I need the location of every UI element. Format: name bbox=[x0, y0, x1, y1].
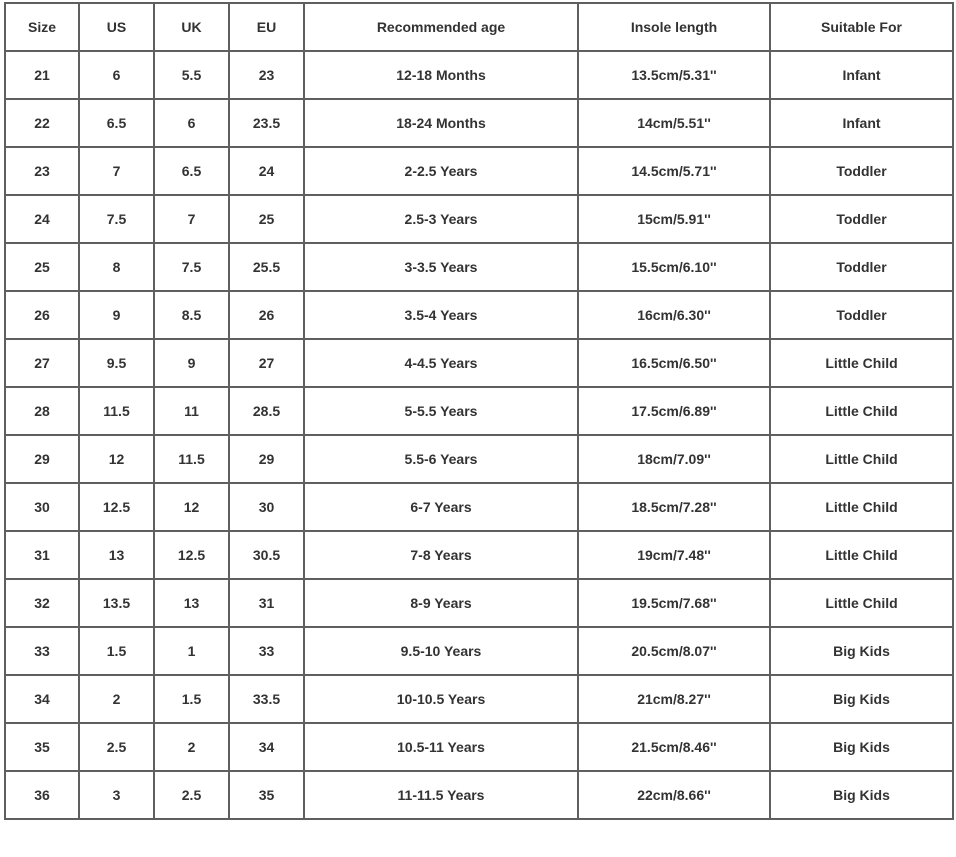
table-row bbox=[5, 483, 953, 531]
cell-size: 29 bbox=[5, 435, 79, 483]
cell-size: 26 bbox=[5, 291, 79, 339]
cell-recommended-age: 8-9 Years bbox=[304, 579, 578, 627]
cell-us: 7.5 bbox=[79, 195, 154, 243]
cell-recommended-age: 4-4.5 Years bbox=[304, 339, 578, 387]
cell-suitable-for: Infant bbox=[770, 51, 953, 99]
cell-uk: 1.5 bbox=[154, 675, 229, 723]
cell-size: 32 bbox=[5, 579, 79, 627]
cell-recommended-age: 5.5-6 Years bbox=[304, 435, 578, 483]
header-eu: EU bbox=[229, 3, 304, 51]
cell-eu: 25 bbox=[229, 195, 304, 243]
cell-eu: 30 bbox=[229, 483, 304, 531]
cell-size: 22 bbox=[5, 99, 79, 147]
header-row bbox=[5, 3, 953, 51]
cell-eu: 25.5 bbox=[229, 243, 304, 291]
table-header bbox=[5, 3, 953, 51]
cell-suitable-for: Little Child bbox=[770, 387, 953, 435]
cell-insole-length: 19.5cm/7.68'' bbox=[578, 579, 770, 627]
header-size: Size bbox=[5, 3, 79, 51]
cell-us: 12.5 bbox=[79, 483, 154, 531]
cell-suitable-for: Big Kids bbox=[770, 675, 953, 723]
cell-insole-length: 14cm/5.51'' bbox=[578, 99, 770, 147]
cell-us: 7 bbox=[79, 147, 154, 195]
size-chart-table bbox=[4, 2, 954, 820]
cell-suitable-for: Big Kids bbox=[770, 771, 953, 819]
cell-us: 13.5 bbox=[79, 579, 154, 627]
table-row bbox=[5, 675, 953, 723]
cell-uk: 12 bbox=[154, 483, 229, 531]
cell-suitable-for: Toddler bbox=[770, 147, 953, 195]
cell-size: 24 bbox=[5, 195, 79, 243]
cell-insole-length: 15.5cm/6.10'' bbox=[578, 243, 770, 291]
cell-suitable-for: Big Kids bbox=[770, 723, 953, 771]
cell-size: 35 bbox=[5, 723, 79, 771]
cell-size: 23 bbox=[5, 147, 79, 195]
cell-recommended-age: 9.5-10 Years bbox=[304, 627, 578, 675]
table-row bbox=[5, 387, 953, 435]
table-row bbox=[5, 51, 953, 99]
table-row bbox=[5, 147, 953, 195]
cell-uk: 11 bbox=[154, 387, 229, 435]
cell-eu: 29 bbox=[229, 435, 304, 483]
table-row bbox=[5, 291, 953, 339]
table-row bbox=[5, 531, 953, 579]
table-row bbox=[5, 579, 953, 627]
cell-insole-length: 16cm/6.30'' bbox=[578, 291, 770, 339]
cell-us: 1.5 bbox=[79, 627, 154, 675]
cell-us: 9.5 bbox=[79, 339, 154, 387]
cell-eu: 35 bbox=[229, 771, 304, 819]
cell-uk: 2 bbox=[154, 723, 229, 771]
cell-uk: 11.5 bbox=[154, 435, 229, 483]
header-insole-length: Insole length bbox=[578, 3, 770, 51]
table-row bbox=[5, 99, 953, 147]
cell-recommended-age: 18-24 Months bbox=[304, 99, 578, 147]
cell-size: 27 bbox=[5, 339, 79, 387]
cell-insole-length: 21cm/8.27'' bbox=[578, 675, 770, 723]
cell-uk: 7 bbox=[154, 195, 229, 243]
cell-us: 11.5 bbox=[79, 387, 154, 435]
cell-suitable-for: Toddler bbox=[770, 195, 953, 243]
cell-insole-length: 21.5cm/8.46'' bbox=[578, 723, 770, 771]
cell-eu: 26 bbox=[229, 291, 304, 339]
cell-us: 9 bbox=[79, 291, 154, 339]
table-row bbox=[5, 339, 953, 387]
cell-eu: 24 bbox=[229, 147, 304, 195]
table-row bbox=[5, 771, 953, 819]
cell-recommended-age: 10-10.5 Years bbox=[304, 675, 578, 723]
header-uk: UK bbox=[154, 3, 229, 51]
cell-eu: 23 bbox=[229, 51, 304, 99]
table-body bbox=[5, 51, 953, 819]
cell-suitable-for: Little Child bbox=[770, 435, 953, 483]
table-row bbox=[5, 627, 953, 675]
cell-eu: 28.5 bbox=[229, 387, 304, 435]
cell-recommended-age: 3-3.5 Years bbox=[304, 243, 578, 291]
cell-us: 13 bbox=[79, 531, 154, 579]
cell-recommended-age: 7-8 Years bbox=[304, 531, 578, 579]
cell-insole-length: 15cm/5.91'' bbox=[578, 195, 770, 243]
cell-eu: 33 bbox=[229, 627, 304, 675]
cell-uk: 6 bbox=[154, 99, 229, 147]
cell-size: 31 bbox=[5, 531, 79, 579]
cell-suitable-for: Little Child bbox=[770, 483, 953, 531]
cell-insole-length: 22cm/8.66'' bbox=[578, 771, 770, 819]
cell-suitable-for: Infant bbox=[770, 99, 953, 147]
cell-us: 2 bbox=[79, 675, 154, 723]
cell-suitable-for: Toddler bbox=[770, 243, 953, 291]
cell-insole-length: 13.5cm/5.31'' bbox=[578, 51, 770, 99]
cell-recommended-age: 6-7 Years bbox=[304, 483, 578, 531]
header-us: US bbox=[79, 3, 154, 51]
cell-eu: 27 bbox=[229, 339, 304, 387]
cell-insole-length: 17.5cm/6.89'' bbox=[578, 387, 770, 435]
table-row bbox=[5, 723, 953, 771]
cell-uk: 12.5 bbox=[154, 531, 229, 579]
header-suitable-for: Suitable For bbox=[770, 3, 953, 51]
cell-insole-length: 14.5cm/5.71'' bbox=[578, 147, 770, 195]
cell-size: 28 bbox=[5, 387, 79, 435]
cell-recommended-age: 5-5.5 Years bbox=[304, 387, 578, 435]
cell-uk: 5.5 bbox=[154, 51, 229, 99]
cell-us: 3 bbox=[79, 771, 154, 819]
cell-eu: 31 bbox=[229, 579, 304, 627]
cell-recommended-age: 10.5-11 Years bbox=[304, 723, 578, 771]
cell-recommended-age: 3.5-4 Years bbox=[304, 291, 578, 339]
cell-eu: 33.5 bbox=[229, 675, 304, 723]
cell-uk: 13 bbox=[154, 579, 229, 627]
cell-size: 21 bbox=[5, 51, 79, 99]
header-recommended-age: Recommended age bbox=[304, 3, 578, 51]
cell-insole-length: 20.5cm/8.07'' bbox=[578, 627, 770, 675]
cell-us: 2.5 bbox=[79, 723, 154, 771]
cell-size: 36 bbox=[5, 771, 79, 819]
cell-size: 30 bbox=[5, 483, 79, 531]
cell-recommended-age: 2-2.5 Years bbox=[304, 147, 578, 195]
cell-suitable-for: Little Child bbox=[770, 579, 953, 627]
cell-recommended-age: 2.5-3 Years bbox=[304, 195, 578, 243]
cell-uk: 9 bbox=[154, 339, 229, 387]
cell-uk: 1 bbox=[154, 627, 229, 675]
cell-suitable-for: Toddler bbox=[770, 291, 953, 339]
cell-suitable-for: Little Child bbox=[770, 339, 953, 387]
size-chart-container bbox=[4, 2, 954, 820]
cell-uk: 6.5 bbox=[154, 147, 229, 195]
cell-eu: 30.5 bbox=[229, 531, 304, 579]
table-row bbox=[5, 435, 953, 483]
cell-size: 33 bbox=[5, 627, 79, 675]
cell-uk: 2.5 bbox=[154, 771, 229, 819]
cell-us: 8 bbox=[79, 243, 154, 291]
cell-us: 6 bbox=[79, 51, 154, 99]
cell-recommended-age: 11-11.5 Years bbox=[304, 771, 578, 819]
cell-suitable-for: Little Child bbox=[770, 531, 953, 579]
cell-us: 12 bbox=[79, 435, 154, 483]
cell-uk: 8.5 bbox=[154, 291, 229, 339]
cell-size: 25 bbox=[5, 243, 79, 291]
cell-insole-length: 19cm/7.48'' bbox=[578, 531, 770, 579]
cell-recommended-age: 12-18 Months bbox=[304, 51, 578, 99]
cell-size: 34 bbox=[5, 675, 79, 723]
cell-eu: 23.5 bbox=[229, 99, 304, 147]
cell-us: 6.5 bbox=[79, 99, 154, 147]
table-row bbox=[5, 195, 953, 243]
cell-insole-length: 18.5cm/7.28'' bbox=[578, 483, 770, 531]
cell-suitable-for: Big Kids bbox=[770, 627, 953, 675]
cell-insole-length: 18cm/7.09'' bbox=[578, 435, 770, 483]
cell-insole-length: 16.5cm/6.50'' bbox=[578, 339, 770, 387]
cell-uk: 7.5 bbox=[154, 243, 229, 291]
table-row bbox=[5, 243, 953, 291]
cell-eu: 34 bbox=[229, 723, 304, 771]
